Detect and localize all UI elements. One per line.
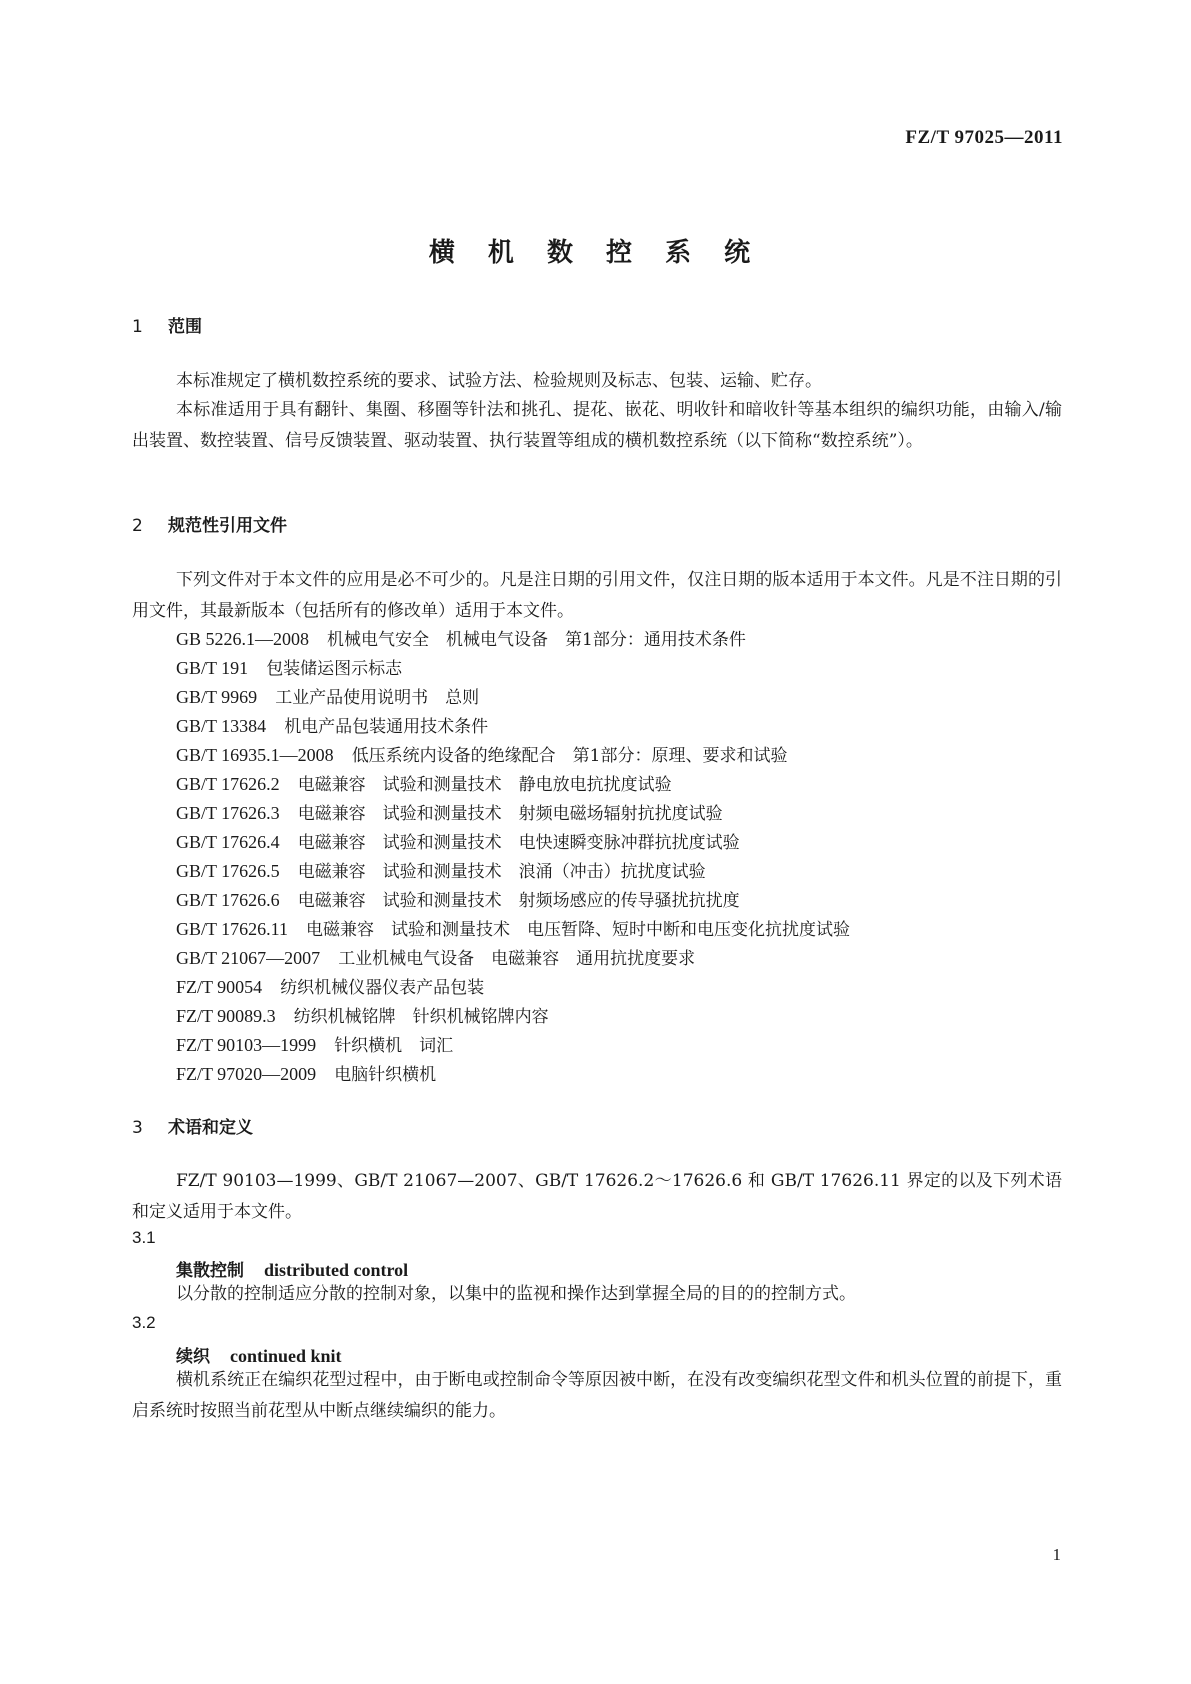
reference-title: 包装储运图示标志 [266, 659, 403, 679]
reference-code: FZ/T 90103—1999 [176, 1035, 317, 1055]
reference-item [176, 799, 723, 824]
reference-item [176, 944, 695, 969]
reference-item [176, 654, 402, 679]
section-title: 规范性引用文件 [168, 516, 287, 536]
reference-code: FZ/T 90054 [176, 977, 263, 997]
reference-title: 电磁兼容 试验和测量技术 电压暂降、短时中断和电压变化抗扰度试验 [306, 920, 851, 940]
reference-code: GB/T 17626.5 [176, 861, 280, 881]
term-definition: 以分散的控制适应分散的控制对象，以集中的监视和操作达到掌握全局的目的的控制方式。 [176, 1284, 856, 1304]
reference-code: FZ/T 90089.3 [176, 1006, 276, 1026]
reference-item [176, 828, 740, 853]
reference-code: GB/T 17626.2 [176, 774, 280, 794]
term-english: distributed control [264, 1260, 409, 1280]
reference-title: 机械电气安全 机械电气设备 第1部分：通用技术条件 [327, 630, 746, 650]
section-number: 1 [132, 317, 143, 337]
reference-code: GB/T 16935.1—2008 [176, 745, 334, 765]
term-chinese: 集散控制 [176, 1261, 244, 1281]
reference-title: 电磁兼容 试验和测量技术 射频场感应的传导骚扰抗扰度 [297, 891, 740, 911]
term-english: continued knit [230, 1346, 342, 1366]
reference-code: GB/T 21067—2007 [176, 948, 321, 968]
reference-title: 电脑针织横机 [334, 1065, 437, 1085]
reference-item [176, 625, 746, 650]
term-number: 3.2 [132, 1313, 156, 1332]
reference-title: 电磁兼容 试验和测量技术 静电放电抗扰度试验 [297, 775, 672, 795]
reference-title: 纺织机械仪器仪表产品包装 [280, 978, 485, 998]
section-2-heading [132, 511, 287, 536]
reference-title: 工业产品使用说明书 总则 [275, 688, 480, 708]
reference-item [176, 683, 479, 708]
reference-code: GB/T 9969 [176, 687, 258, 707]
document-title: 横 机 数 控 系 统 [428, 238, 763, 268]
reference-item [176, 712, 488, 737]
reference-item [176, 1002, 549, 1027]
term-chinese: 续织 [176, 1347, 210, 1367]
reference-item [176, 1031, 453, 1056]
reference-title: 低压系统内设备的绝缘配合 第1部分：原理、要求和试验 [351, 746, 788, 766]
section-number: 3 [132, 1118, 143, 1138]
reference-item [176, 973, 484, 998]
term-heading [176, 1256, 408, 1281]
reference-item [176, 1060, 436, 1085]
section-3-heading [132, 1113, 253, 1138]
reference-item [176, 886, 740, 911]
page-number: 1 [1052, 1545, 1061, 1564]
section-2-intro: 下列文件对于本文件的应用是必不可少的。凡是注日期的引用文件，仅注日期的版本适用于本文件。凡是不注日期的引用文件，其最新版本（包括所有的修改单）适用于本文件。 [132, 570, 1062, 621]
reference-item [176, 741, 788, 766]
term-heading [176, 1342, 342, 1367]
section-1-paragraph-2: 本标准适用于具有翻针、集圈、移圈等针法和挑孔、提花、嵌花、明收针和暗收针等基本组织的编织功能，由输入/输出装置、数控装置、信号反馈装置、驱动装置、执行装置等组成的横机数控系统（以下简称“数控系统”）。 [132, 400, 1062, 451]
reference-code: GB/T 13384 [176, 716, 267, 736]
section-1-paragraph-1: 本标准规定了横机数控系统的要求、试验方法、检验规则及标志、包装、运输、贮存。 [176, 371, 822, 391]
reference-code: GB 5226.1—2008 [176, 629, 310, 649]
reference-title: 针织横机 词汇 [334, 1036, 454, 1056]
standard-number: FZ/T 97025—2011 [905, 127, 1063, 148]
reference-code: GB/T 191 [176, 658, 249, 678]
term-definition: 横机系统正在编织花型过程中，由于断电或控制命令等原因被中断，在没有改变编织花型文件和机头位置的前提下，重启系统时按照当前花型从中断点继续编织的能力。 [132, 1370, 1062, 1421]
reference-title: 电磁兼容 试验和测量技术 射频电磁场辐射抗扰度试验 [297, 804, 723, 824]
reference-code: GB/T 17626.11 [176, 919, 289, 939]
reference-code: GB/T 17626.6 [176, 890, 280, 910]
reference-code: GB/T 17626.3 [176, 803, 280, 823]
reference-title: 电磁兼容 试验和测量技术 浪涌（冲击）抗扰度试验 [297, 862, 706, 882]
reference-code: FZ/T 97020—2009 [176, 1064, 317, 1084]
reference-title: 电磁兼容 试验和测量技术 电快速瞬变脉冲群抗扰度试验 [297, 833, 740, 853]
reference-title: 机电产品包装通用技术条件 [284, 717, 489, 737]
reference-item [176, 770, 672, 795]
reference-title: 纺织机械铭牌 针织机械铭牌内容 [293, 1007, 549, 1027]
reference-item [176, 857, 706, 882]
section-1-heading [132, 312, 202, 337]
section-number: 2 [132, 516, 143, 536]
section-title: 术语和定义 [168, 1118, 253, 1138]
section-title: 范围 [168, 317, 202, 337]
term-number: 3.1 [132, 1228, 156, 1247]
section-3-intro: FZ/T 90103—1999、GB/T 21067—2007、GB/T 17626.2～17626.6 和 GB/T 17626.11 界定的以及下列术语和定义适用于本文件。 [132, 1171, 1062, 1222]
reference-item [176, 915, 850, 940]
reference-code: GB/T 17626.4 [176, 832, 280, 852]
reference-title: 工业机械电气设备 电磁兼容 通用抗扰度要求 [338, 949, 696, 969]
